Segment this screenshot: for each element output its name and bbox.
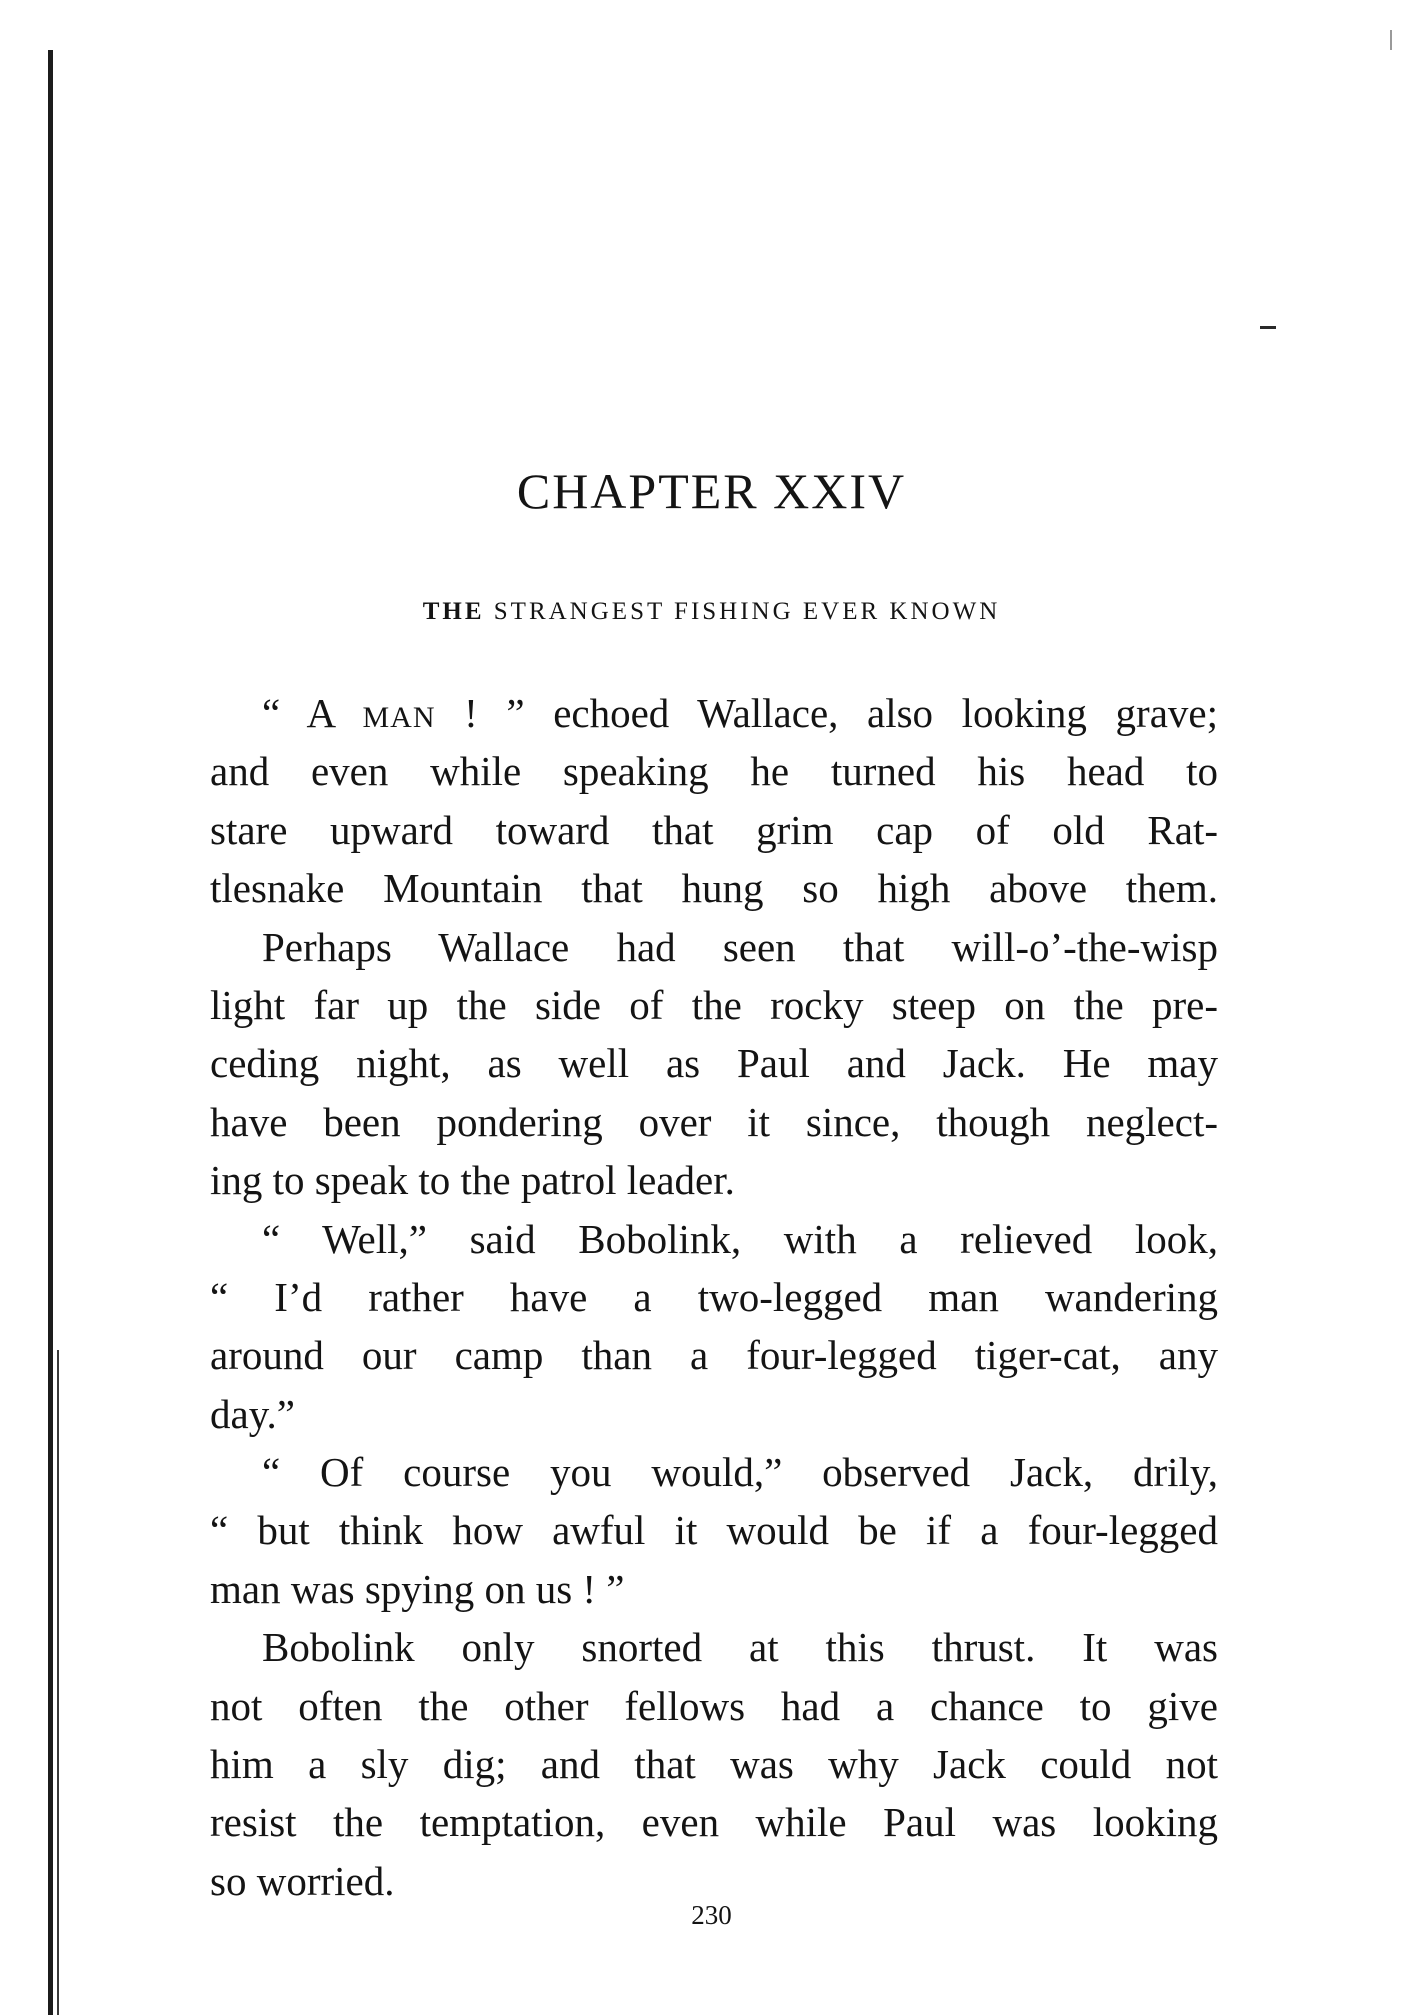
scan-speck bbox=[1260, 326, 1276, 329]
text-line: “ I’d rather have a two-legged man wandering bbox=[210, 1273, 1218, 1320]
text-line: ing to speak to the patrol leader. bbox=[210, 1157, 735, 1204]
text-line: Perhaps Wallace had seen that will-o’-the-wisp bbox=[262, 923, 1218, 970]
text-line: man was spying on us ! ” bbox=[210, 1565, 625, 1612]
text-line-opening bbox=[210, 684, 1218, 742]
scan-speck bbox=[1390, 30, 1392, 50]
opening-quote: “ A bbox=[262, 690, 363, 736]
opening-rest: ! ” echoed Wallace, also looking grave; bbox=[435, 690, 1218, 736]
body-text bbox=[210, 684, 1218, 1910]
text-line: have been pondering over it since, though neglect- bbox=[210, 1098, 1218, 1145]
text-line: “ Of course you would,” observed Jack, drily, bbox=[262, 1449, 1218, 1496]
chapter-title-lead: THE bbox=[422, 598, 485, 625]
chapter-title bbox=[0, 598, 1423, 626]
text-line: light far up the side of the rocky steep on the pre- bbox=[210, 981, 1218, 1028]
text-line: “ Well,” said Bobolink, with a relieved look, bbox=[262, 1215, 1218, 1262]
text-line: “ but think how awful it would be if a four-legged bbox=[210, 1507, 1218, 1554]
text-line: him a sly dig; and that was why Jack could not bbox=[210, 1741, 1218, 1788]
chapter-title-rest: STRANGEST FISHING EVER KNOWN bbox=[493, 598, 1001, 625]
page-number: 230 bbox=[691, 1900, 732, 1930]
text-line: day.” bbox=[210, 1390, 295, 1437]
opening-smallcaps-word: MAN bbox=[362, 701, 436, 734]
text-line: stare upward toward that grim cap of old Rat- bbox=[210, 806, 1218, 853]
text-line: Bobolink only snorted at this thrust. It was bbox=[262, 1624, 1218, 1671]
text-line: tlesnake Mountain that hung so high above them. bbox=[210, 865, 1218, 912]
chapter-number: CHAPTER XXIV bbox=[516, 463, 907, 519]
text-line: around our camp than a four-legged tiger-cat, any bbox=[210, 1332, 1218, 1379]
text-line: not often the other fellows had a chance to give bbox=[210, 1682, 1218, 1729]
text-line: and even while speaking he turned his head to bbox=[210, 748, 1218, 795]
text-line: so worried. bbox=[210, 1857, 395, 1904]
text-line: ceding night, as well as Paul and Jack. He may bbox=[210, 1040, 1218, 1087]
text-line: resist the temptation, even while Paul was looking bbox=[210, 1799, 1218, 1846]
page-binding-edge bbox=[48, 50, 53, 2015]
